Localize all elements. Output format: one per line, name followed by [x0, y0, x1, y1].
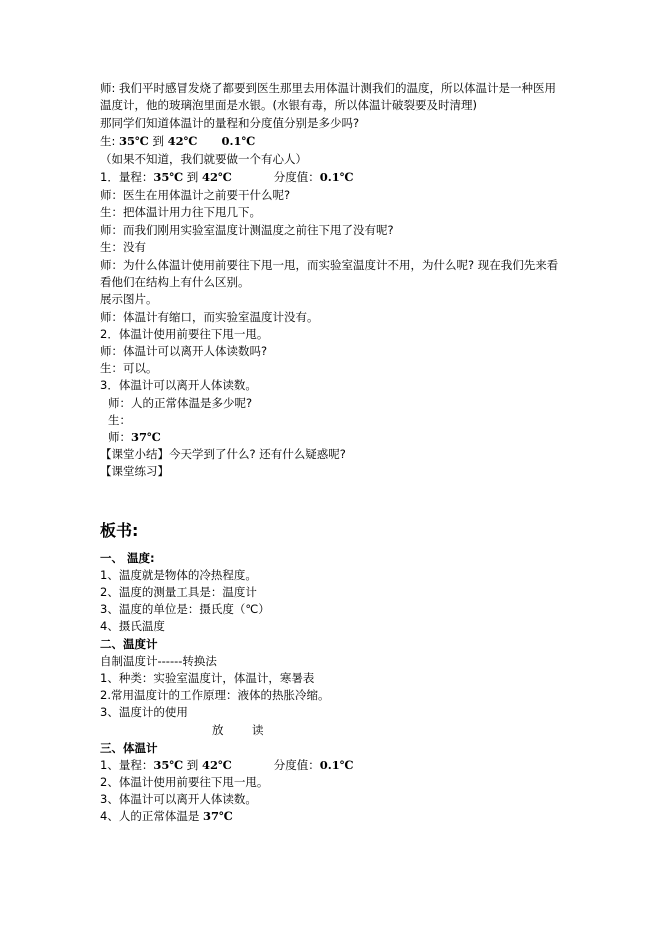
lesson-line-16: 师：体温计可以离开人体读数吗?	[100, 344, 268, 358]
range-max: 42℃	[201, 170, 232, 184]
division-label: 分度值：	[273, 170, 320, 184]
board-s1-item-1: 1、温度就是物体的冷热程度。	[100, 568, 257, 582]
lesson-line-12: 看他们在结构上有什么区别。	[100, 275, 250, 289]
range-max: 42℃	[201, 758, 232, 772]
range-to: 到	[183, 758, 202, 772]
range-to: 到	[148, 134, 168, 148]
lesson-line-6	[100, 169, 354, 186]
lesson-line-2: 温度计，他的玻璃泡里面是水银。(水银有毒，所以体温计破裂要及时清理)	[100, 98, 477, 112]
lesson-line-11: 师：为什么体温计使用前要往下甩一甩，而实验室温度计不用，为什么呢? 现在我们先来看	[100, 258, 559, 272]
range-min: 35℃	[119, 134, 149, 148]
temperature-value: 37℃	[131, 430, 161, 444]
lesson-line-19: 师：人的正常体温是多少呢?	[108, 396, 253, 410]
lesson-summary: 【课堂小结】今天学到了什么? 还有什么疑惑呢?	[100, 447, 346, 461]
board-s2-item-1: 1、种类：实验室温度计，体温计，寒暑表	[100, 671, 315, 685]
range-min: 35℃	[153, 758, 184, 772]
board-s1-item-2: 2、温度的测量工具是：温度计	[100, 585, 257, 599]
board-s3-item-2: 2、体温计使用前要往下甩一甩。	[100, 775, 269, 789]
lesson-line-18: 3．体温计可以离开人体读数。	[100, 378, 257, 392]
board-s3-item-1	[100, 757, 354, 774]
board-s2-item-3: 3、温度计的使用	[100, 705, 188, 719]
lesson-line-9: 师：而我们刚用实验室温度计测温度之前往下甩了没有呢?	[100, 223, 394, 237]
board-s2-item-2: 2.常用温度计的工作原理：液体的热胀冷缩。	[100, 688, 330, 702]
lesson-line-1: 师: 我们平时感冒发烧了都要到医生那里去用体温计测我们的温度，所以体温计是一种医用	[100, 81, 557, 95]
range-max: 42℃	[167, 134, 198, 148]
board-s1-item-4: 4、摄氏温度	[100, 619, 165, 633]
board-section-3-title: 三、体温计	[100, 741, 158, 755]
board-s3-item-3: 3、体温计可以离开人体读数。	[100, 792, 257, 806]
lesson-line-20: 生：	[108, 413, 131, 427]
lesson-line-5: （如果不知道，我们就要做一个有心人）	[100, 152, 307, 166]
lesson-line-8: 生：把体温计用力往下甩几下。	[100, 205, 261, 219]
division-value: 0.1℃	[319, 170, 354, 184]
board-section-2-title: 二、温度计	[100, 637, 158, 651]
lesson-line-4	[100, 133, 255, 150]
board-title: 板书:	[100, 521, 139, 540]
lesson-line-10: 生：没有	[100, 240, 146, 254]
lesson-line-13: 展示图片。	[100, 292, 158, 306]
lesson-line-17: 生：可以。	[100, 361, 158, 375]
line-prefix: 1、量程：	[100, 758, 154, 772]
range-to: 到	[183, 170, 202, 184]
lesson-line-7: 师：医生在用体温计之前要干什么呢?	[100, 188, 291, 202]
board-s2-fang: 放	[212, 723, 224, 737]
board-s2-du: 读	[252, 723, 264, 737]
temperature-value: 37℃	[202, 809, 233, 823]
line-prefix: 1．量程：	[100, 170, 154, 184]
board-s1-item-3: 3、温度的单位是：摄氏度（℃）	[100, 602, 270, 616]
line-prefix: 师：	[108, 430, 131, 444]
lesson-exercise: 【课堂练习】	[100, 464, 169, 478]
lesson-line-15: 2．体温计使用前要往下甩一甩。	[100, 327, 269, 341]
lesson-line-21	[108, 429, 161, 446]
division-value: 0.1℃	[221, 134, 256, 148]
board-s3-item-4	[100, 808, 233, 825]
range-min: 35℃	[153, 170, 184, 184]
lesson-line-3: 那同学们知道体温计的量程和分度值分别是多少吗?	[100, 116, 360, 130]
division-value: 0.1℃	[319, 758, 354, 772]
board-section-1-title: 一、 温度:	[100, 551, 155, 565]
line-prefix: 生:	[100, 134, 120, 148]
board-s2-line-1: 自制温度计------转换法	[100, 654, 217, 668]
division-label: 分度值：	[273, 758, 320, 772]
lesson-line-14: 师：体温计有缩口，而实验室温度计没有。	[100, 310, 319, 324]
line-prefix: 4、人的正常体温是	[100, 809, 203, 823]
